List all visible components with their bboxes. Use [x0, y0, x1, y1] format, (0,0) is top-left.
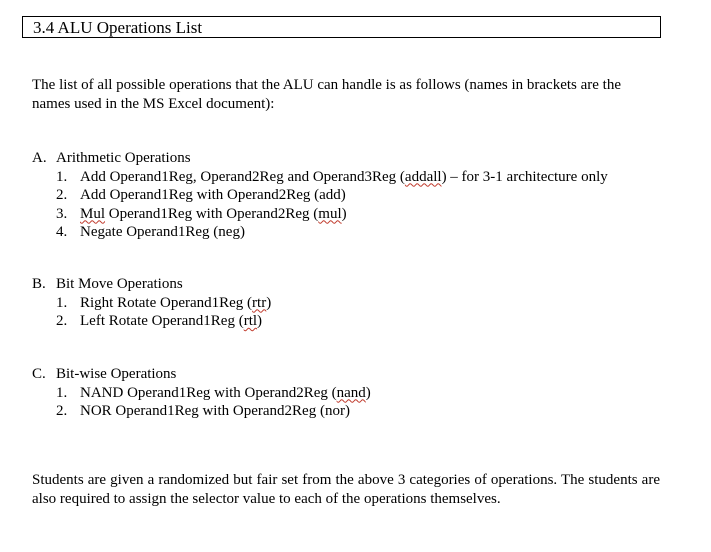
operation-code: addall	[404, 168, 442, 185]
section-heading-box	[22, 16, 661, 38]
section-letter: B.	[32, 276, 46, 292]
operation-number: 3.	[56, 205, 68, 222]
intro-paragraph: The list of all possible operations that the ALU can handle is as follows (names in brackets are the names used in the MS Excel document):	[32, 77, 622, 112]
operation-code: rtr	[252, 294, 267, 311]
operation-text	[80, 168, 608, 187]
operation-text-after: )	[365, 384, 371, 401]
operation-number: 1.	[56, 294, 68, 311]
operation-number: 4.	[56, 224, 68, 240]
operation-list	[32, 168, 672, 242]
operation-item	[32, 205, 672, 224]
operation-number: 1.	[56, 168, 68, 185]
operation-item	[32, 384, 672, 403]
section-title-text: Arithmetic Operations	[56, 150, 191, 166]
operation-text-before: NAND Operand1Reg with Operand2Reg (	[80, 384, 337, 401]
operation-item	[32, 294, 672, 313]
operation-text-after: )	[239, 224, 245, 240]
operation-text-before: Add Operand1Reg with Operand2Reg (	[80, 187, 320, 203]
operation-text-after: )	[266, 294, 272, 311]
operation-code: mul	[318, 205, 342, 222]
operation-number: 2.	[56, 403, 68, 419]
operation-list	[32, 294, 672, 331]
operation-code: rtl	[243, 313, 258, 329]
operation-text	[80, 223, 245, 242]
section-letter: A.	[32, 150, 47, 166]
operation-text-before: Add Operand1Reg, Operand2Reg and Operand3Reg (	[80, 168, 405, 185]
operation-item	[32, 402, 672, 421]
operation-text	[80, 186, 346, 205]
operation-verb: Mul	[80, 205, 106, 222]
section-title	[32, 149, 672, 168]
section-title	[32, 365, 672, 384]
operation-number: 1.	[56, 384, 68, 401]
operation-code: nand	[336, 384, 366, 401]
section-bitwise	[32, 365, 672, 421]
section-title	[32, 275, 672, 294]
section-arithmetic	[32, 149, 672, 242]
operation-item	[32, 168, 672, 187]
operation-text-after: )	[340, 187, 346, 203]
operation-item	[32, 223, 672, 242]
operation-text	[80, 402, 350, 421]
section-bit-move	[32, 275, 672, 331]
operation-code: add	[319, 187, 341, 203]
section-title-text: Bit Move Operations	[56, 276, 183, 292]
operation-text-before: Left Rotate Operand1Reg (	[80, 313, 244, 329]
section-heading: 3.4 ALU Operations List	[33, 18, 203, 37]
operation-text-before: NOR Operand1Reg with Operand2Reg (	[80, 403, 325, 419]
operation-text-after: )	[257, 313, 263, 329]
operation-text	[80, 312, 262, 331]
operation-text-before: Right Rotate Operand1Reg (	[80, 294, 253, 311]
operation-text-after: )	[344, 403, 350, 419]
operation-number: 2.	[56, 187, 68, 203]
operation-item	[32, 186, 672, 205]
closing-paragraph: Students are given a randomized but fair set from the above 3 categories of operations. The students are also required to assign the selector value to each of the operations themselves.	[32, 472, 660, 507]
section-letter: C.	[32, 366, 46, 382]
section-title-text: Bit-wise Operations	[56, 366, 177, 382]
operation-code: neg	[218, 224, 240, 240]
operation-text	[80, 294, 271, 313]
operation-item	[32, 312, 672, 331]
operation-number: 2.	[56, 313, 68, 329]
operation-text-before: Negate Operand1Reg (	[80, 224, 219, 240]
operation-text-before: Operand1Reg with Operand2Reg (	[105, 205, 319, 222]
operation-text	[80, 205, 347, 224]
operation-text	[80, 384, 371, 403]
operation-text-after: ) – for 3-1 architecture only	[441, 168, 608, 185]
operation-text-after: )	[341, 205, 347, 222]
operation-list	[32, 384, 672, 421]
operation-code: nor	[324, 403, 345, 419]
